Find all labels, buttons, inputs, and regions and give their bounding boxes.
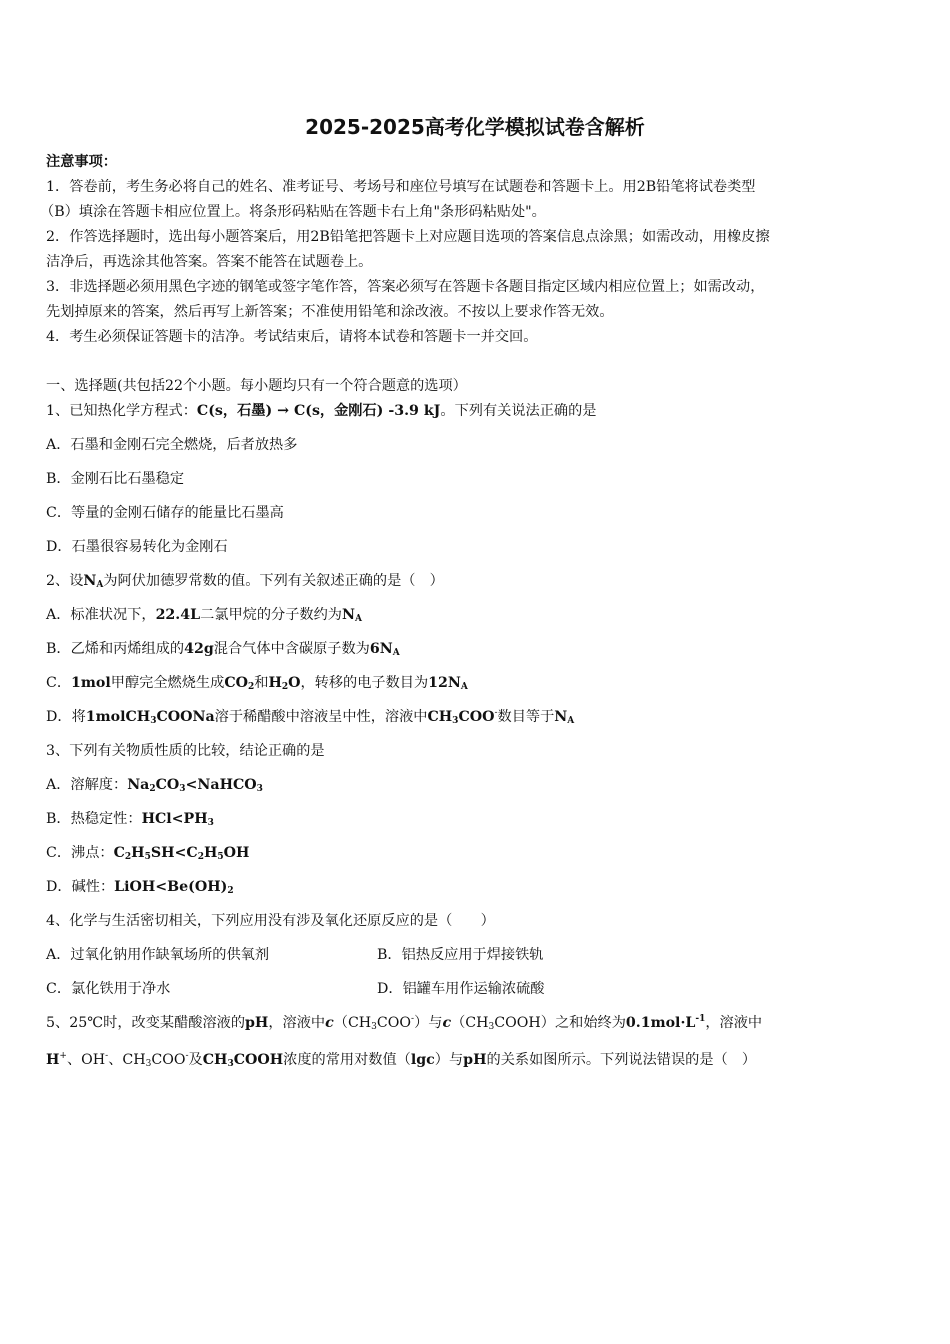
q2-option-a[interactable]: A．标准状况下，22.4L二氯甲烷的分子数约为$N_A$ [46, 607, 362, 624]
notice-line: 4．考生必须保证答题卡的洁净。考试结束后，请将本试卷和答题卡一并交回。 [46, 329, 538, 345]
q3-option-d[interactable]: D．碱性：$LiOH<Be(OH)_2$ [46, 879, 234, 896]
q2-option-b[interactable]: B．乙烯和丙烯组成的42g混合气体中含碳原子数为$6N_A$ [46, 641, 400, 658]
question-4-stem: 4、化学与生活密切相关，下列应用没有涉及氧化还原反应的是（ ） [46, 913, 495, 929]
question-3-stem: 3、下列有关物质性质的比较，结论正确的是 [46, 743, 325, 759]
notice-line: 1．答卷前，考生务必将自己的姓名、准考证号、考场号和座位号填写在试题卷和答题卡上。用2B铅笔将试卷类型 [46, 179, 756, 195]
question-5-stem-line-2: H+、OH-、$CH_3COO^-$及$CH_3COOH$浓度的常用对数值（lgc）与pH的关系如图所示。下列说法错误的是（ ） [46, 1051, 757, 1069]
q4-option-b[interactable]: B．铝热反应用于焊接铁轨 [377, 947, 544, 963]
q1-option-d[interactable]: D．石墨很容易转化为金刚石 [46, 539, 228, 555]
q1-option-a[interactable]: A．石墨和金刚石完全燃烧，后者放热多 [46, 437, 298, 453]
notice-heading: 注意事项： [46, 154, 117, 170]
notice-line: （B）填涂在答题卡相应位置上。将条形码粘贴在答题卡右上角"条形码粘贴处"。 [40, 204, 546, 220]
q4-option-a[interactable]: A．过氧化钠用作缺氧场所的供氧剂 [46, 947, 270, 963]
q4-option-c[interactable]: C．氯化铁用于净水 [46, 981, 171, 997]
notice-line: 先划掉原来的答案，然后再写上新答案；不准使用铅笔和涂改液。不按以上要求作答无效。 [46, 304, 614, 320]
notice-line: 2．作答选择题时，选出每小题答案后，用2B铅笔把答题卡上对应题目选项的答案信息点涂黑；如需改动，用橡皮擦 [46, 229, 770, 245]
notice-line: 洁净后，再选涂其他答案。答案不能答在试题卷上。 [46, 254, 373, 270]
q3-option-a[interactable]: A．溶解度：$Na_2CO_3<NaHCO_3$ [46, 777, 263, 794]
page-title: 2025-2025高考化学模拟试卷含解析 [305, 115, 645, 139]
q3-option-b[interactable]: B．热稳定性：$HCl<PH_3$ [46, 811, 214, 828]
q4-option-d[interactable]: D．铝罐车用作运输浓硫酸 [377, 981, 545, 997]
question-2-stem: 2、设$N_A$为阿伏加德罗常数的值。下列有关叙述正确的是（ ） [46, 573, 444, 590]
question-1-stem: 1、已知热化学方程式：C(s，石墨) → C(s，金刚石) -3.9 kJ。下列有关说法正确的是 [46, 403, 597, 419]
q1-option-b[interactable]: B．金刚石比石墨稳定 [46, 471, 185, 487]
question-5-stem-line-1: 5、25℃时，改变某醋酸溶液的pH，溶液中$c(CH_3COO^-)$与$c(CH_3COOH)$之和始终为$0.1mol\cdot L^{-1}$，溶液中 [46, 1014, 763, 1032]
q3-option-c[interactable]: C．沸点：$C_2H_5SH<C_2H_5OH$ [46, 845, 250, 862]
q2-option-c[interactable]: C．1mol甲醇完全燃烧生成$CO_2$和$H_2O$，转移的电子数目为$12N_A$ [46, 675, 468, 692]
notice-line: 3．非选择题必须用黑色字迹的钢笔或签字笔作答，答案必须写在答题卡各题目指定区域内相应位置上；如需改动， [46, 279, 765, 295]
section-heading: 一、选择题(共包括22个小题。每小题均只有一个符合题意的选项） [46, 378, 467, 394]
q2-option-d[interactable]: D．将1molCH$_3$COONa溶于稀醋酸中溶液呈中性，溶液中$CH_3COO^-$数目等于$N_A$ [46, 708, 575, 726]
q1-option-c[interactable]: C．等量的金刚石储存的能量比石墨高 [46, 505, 284, 521]
